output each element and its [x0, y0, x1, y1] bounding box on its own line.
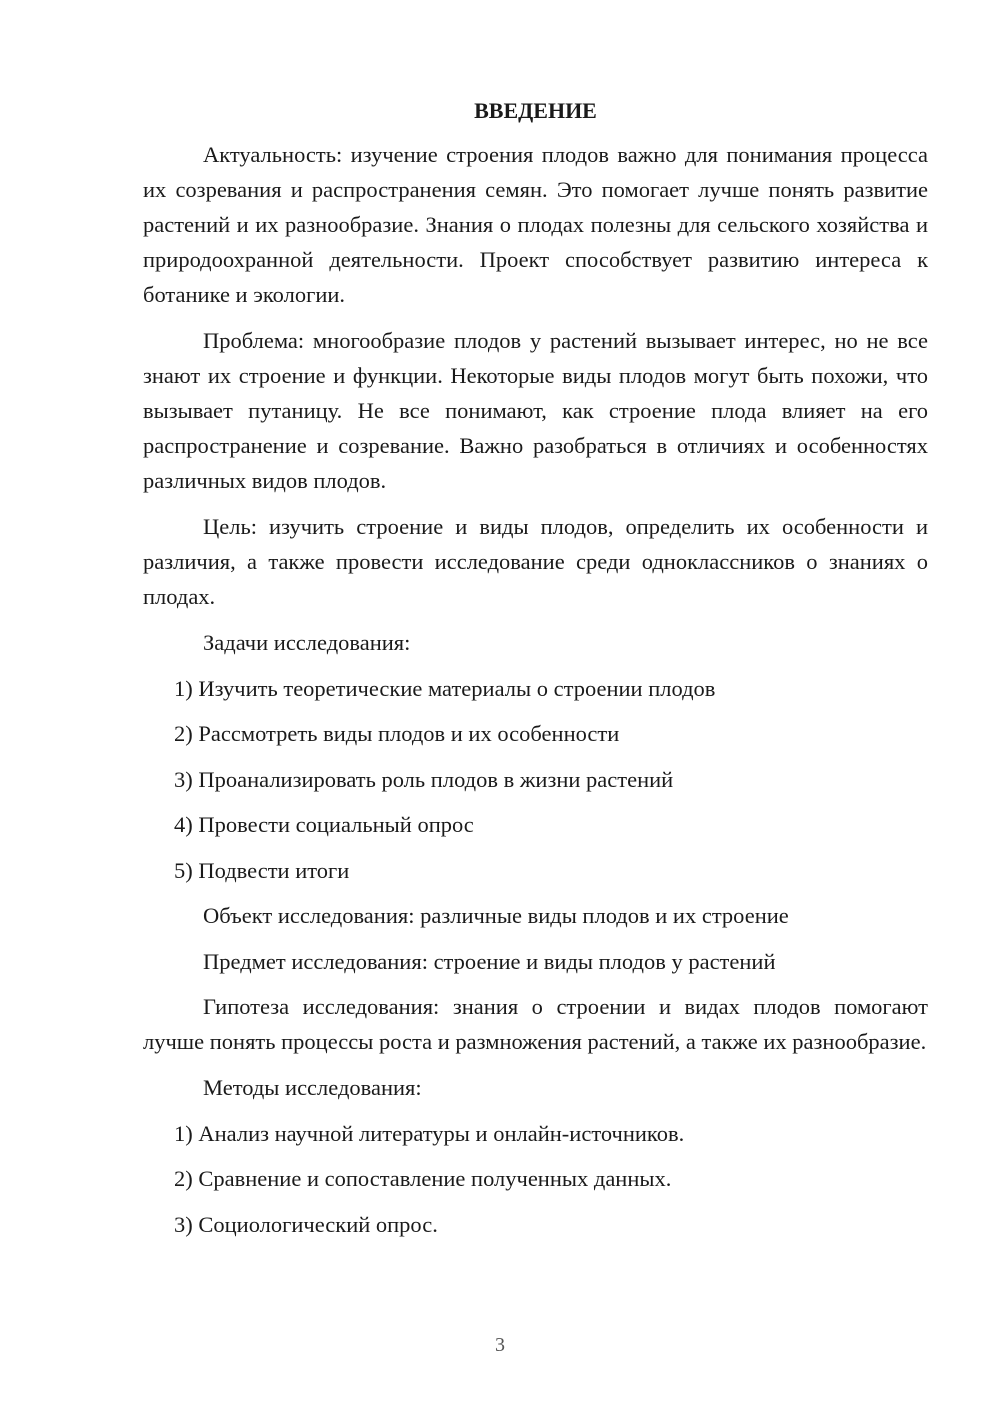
tasks-list: [143, 671, 928, 888]
tasks-heading: Задачи исследования:: [203, 630, 411, 655]
goal-paragraph: Цель: изучить строение и виды плодов, определить их особенности и различия, а также провести исследование среди одноклассников о знаниях о плодах.: [143, 514, 928, 609]
page-number: 3: [495, 1334, 505, 1356]
list-item: 5) Подвести итоги: [174, 857, 350, 883]
relevance-paragraph: Актуальность: изучение строения плодов важно для понимания процесса их созревания и распространения семян. Это помогает лучше понять развитие растений и их разнообразие. Знания о плодах полезны для сельского хозяйства и природоохранной деятельности. Проект способствует развитию интереса к ботанике и экологии.: [143, 142, 928, 307]
list-item: 2) Рассмотреть виды плодов и их особенности: [174, 721, 620, 746]
list-item: 4) Провести социальный опрос: [174, 812, 474, 837]
page-content: [143, 96, 928, 1252]
list-item: 3) Проанализировать роль плодов в жизни растений: [174, 766, 674, 792]
page-title: ВВЕДЕНИЕ: [474, 98, 597, 123]
problem-paragraph: Проблема: многообразие плодов у растений вызывает интерес, но не все знают их строение и функции. Некоторые виды плодов могут быть похожи, что вызывает путаницу. Не все понимают, как строение плода влияет на его распространение и созревание. Важно разобраться в отличиях и особенностях различных видов плодов.: [143, 328, 928, 493]
subject-paragraph: Предмет исследования: строение и виды плодов у растений: [203, 948, 776, 974]
object-paragraph: Объект исследования: различные виды плодов и их строение: [203, 903, 789, 928]
hypothesis-paragraph: Гипотеза исследования: знания о строении и видах плодов помогают лучше понять процессы роста и размножения растений, а также их разнообразие.: [143, 994, 928, 1054]
list-item: 2) Сравнение и сопоставление полученных данных.: [174, 1166, 672, 1191]
list-item: 1) Анализ научной литературы и онлайн-источников.: [174, 1120, 685, 1146]
methods-list: [143, 1116, 928, 1242]
list-item: 3) Социологический опрос.: [174, 1211, 438, 1237]
list-item: 1) Изучить теоретические материалы о строении плодов: [174, 675, 716, 701]
methods-heading: Методы исследования:: [203, 1075, 422, 1100]
